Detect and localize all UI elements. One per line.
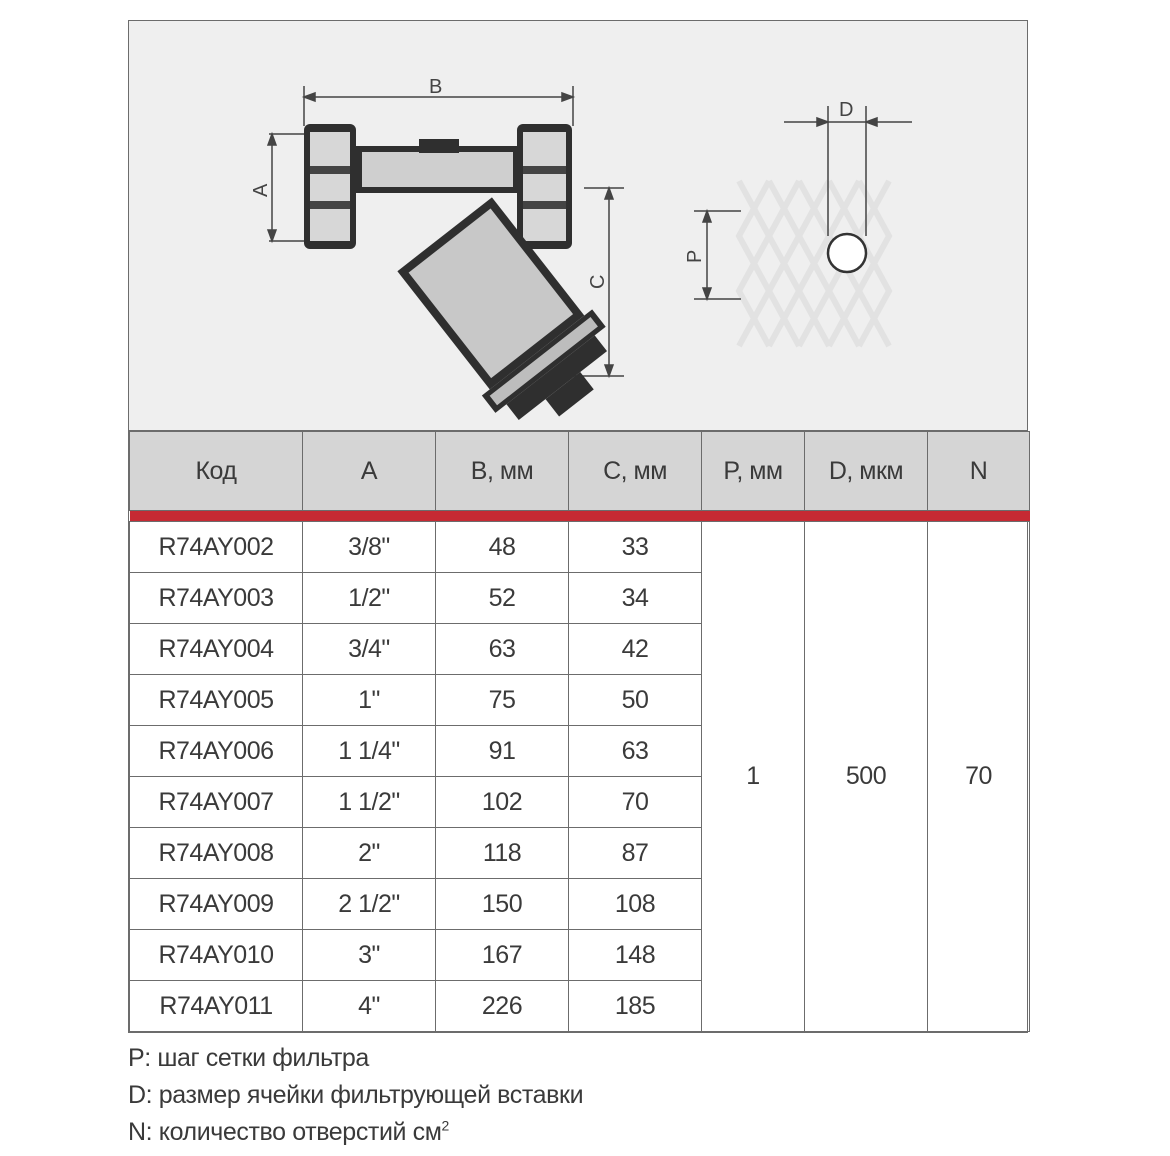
cell-b: 75 xyxy=(436,675,569,726)
cell-code: R74AY006 xyxy=(130,726,303,777)
cell-a: 3/8" xyxy=(303,522,436,573)
label-b: B xyxy=(429,76,443,98)
cell-c: 50 xyxy=(569,675,702,726)
cell-c: 42 xyxy=(569,624,702,675)
cell-a: 1 1/4" xyxy=(303,726,436,777)
footnotes xyxy=(128,1040,583,1151)
y-strainer-drawing xyxy=(129,21,1026,429)
cell-b: 118 xyxy=(436,828,569,879)
table-row xyxy=(130,522,1030,573)
cell-c: 33 xyxy=(569,522,702,573)
cell-code: R74AY005 xyxy=(130,675,303,726)
cell-c: 70 xyxy=(569,777,702,828)
cell-a: 1" xyxy=(303,675,436,726)
header-a: A xyxy=(303,432,436,511)
cell-a: 2" xyxy=(303,828,436,879)
cell-a: 3/4" xyxy=(303,624,436,675)
header-code: Код xyxy=(130,432,303,511)
header-d: D, мкм xyxy=(805,432,928,511)
strainer-body xyxy=(304,124,632,429)
cell-b: 150 xyxy=(436,879,569,930)
technical-drawing xyxy=(129,21,1027,431)
cell-c: 148 xyxy=(569,930,702,981)
label-a: A xyxy=(250,183,272,197)
cell-b: 167 xyxy=(436,930,569,981)
cell-code: R74AY010 xyxy=(130,930,303,981)
header-p: P, мм xyxy=(702,432,805,511)
cell-code: R74AY011 xyxy=(130,981,303,1032)
cell-n-merged: 70 xyxy=(928,522,1030,1032)
note-p: P: шаг сетки фильтра xyxy=(128,1044,369,1072)
cell-code: R74AY009 xyxy=(130,879,303,930)
cell-c: 87 xyxy=(569,828,702,879)
cell-code: R74AY003 xyxy=(130,573,303,624)
cell-c: 34 xyxy=(569,573,702,624)
cell-code: R74AY007 xyxy=(130,777,303,828)
spec-table xyxy=(129,431,1030,1032)
note-n xyxy=(128,1114,583,1151)
note-n-superscript: 2 xyxy=(441,1117,449,1134)
header-c: C, мм xyxy=(569,432,702,511)
cell-c: 185 xyxy=(569,981,702,1032)
header-n: N xyxy=(928,432,1030,511)
label-d: D xyxy=(839,99,854,121)
cell-b: 48 xyxy=(436,522,569,573)
note-d: D: размер ячейки фильтрующей вставки xyxy=(128,1081,584,1109)
cell-code: R74AY008 xyxy=(130,828,303,879)
spec-sheet xyxy=(128,20,1028,1033)
header-b: B, мм xyxy=(436,432,569,511)
cell-b: 226 xyxy=(436,981,569,1032)
cell-b: 63 xyxy=(436,624,569,675)
cell-d-merged: 500 xyxy=(805,522,928,1032)
cell-c: 108 xyxy=(569,879,702,930)
label-c: C xyxy=(587,274,609,289)
cell-a: 1/2" xyxy=(303,573,436,624)
cell-a: 3" xyxy=(303,930,436,981)
header-accent-bar xyxy=(130,511,1030,522)
cell-b: 91 xyxy=(436,726,569,777)
cell-a: 2 1/2" xyxy=(303,879,436,930)
label-p: P xyxy=(684,249,706,263)
cell-a: 4" xyxy=(303,981,436,1032)
cell-c: 63 xyxy=(569,726,702,777)
cell-b: 52 xyxy=(436,573,569,624)
table-header-row xyxy=(130,432,1030,511)
cell-code: R74AY002 xyxy=(130,522,303,573)
cell-a: 1 1/2" xyxy=(303,777,436,828)
cell-p-merged: 1 xyxy=(702,522,805,1032)
cell-b: 102 xyxy=(436,777,569,828)
note-n-text: N: количество отверстий см xyxy=(128,1118,442,1146)
cell-code: R74AY004 xyxy=(130,624,303,675)
